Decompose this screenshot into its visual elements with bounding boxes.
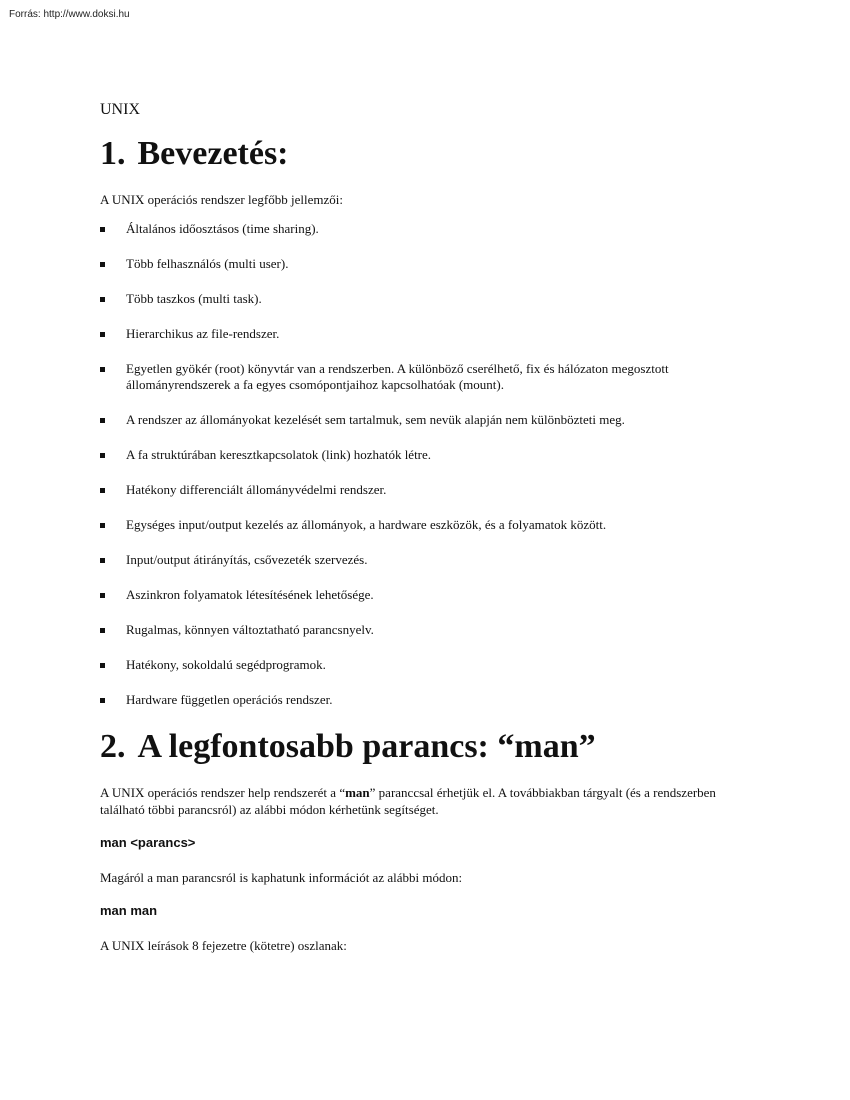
square-bullet-icon xyxy=(100,558,105,563)
square-bullet-icon xyxy=(100,628,105,633)
source-attribution: Forrás: http://www.doksi.hu xyxy=(9,9,130,20)
list-item: Aszinkron folyamatok létesítésének lehetősége. xyxy=(100,587,740,603)
list-item: Hatékony, sokoldalú segédprogramok. xyxy=(100,657,740,673)
square-bullet-icon xyxy=(100,453,105,458)
man-command-inline: man xyxy=(345,785,370,800)
feature-list xyxy=(100,221,740,708)
square-bullet-icon xyxy=(100,488,105,493)
list-item: Hardware független operációs rendszer. xyxy=(100,692,740,708)
command-example-man-parancs: man <parancs> xyxy=(100,835,196,850)
man-self-info-paragraph: Magáról a man parancsról is kaphatunk információt az alábbi módon: xyxy=(100,870,463,885)
square-bullet-icon xyxy=(100,418,105,423)
section-2-number: 2. xyxy=(100,728,126,765)
list-item: Általános időosztásos (time sharing). xyxy=(100,221,740,237)
square-bullet-icon xyxy=(100,297,105,302)
list-item: Több felhasználós (multi user). xyxy=(100,256,740,272)
square-bullet-icon xyxy=(100,262,105,267)
square-bullet-icon xyxy=(100,663,105,668)
square-bullet-icon xyxy=(100,332,105,337)
list-item: Egységes input/output kezelés az állományok, a hardware eszközök, és a folyamatok között. xyxy=(100,517,740,533)
list-item: Hierarchikus az file-rendszer. xyxy=(100,326,740,342)
list-item: Rugalmas, könnyen változtatható parancsnyelv. xyxy=(100,622,740,638)
document-title: UNIX xyxy=(100,101,140,118)
square-bullet-icon xyxy=(100,367,105,372)
square-bullet-icon xyxy=(100,593,105,598)
list-item: Hatékony differenciált állományvédelmi rendszer. xyxy=(100,482,740,498)
square-bullet-icon xyxy=(100,227,105,232)
list-item: A rendszer az állományokat kezelését sem tartalmuk, sem nevük alapján nem különbözteti meg. xyxy=(100,412,740,428)
section-1-number: 1. xyxy=(100,135,126,172)
list-item: Egyetlen gyökér (root) könyvtár van a rendszerben. A különböző cserélhető, fix és hálózaton megosztott állományrendszerek a fa egyes csomópontjaihoz kapcsolhatóak (mount). xyxy=(100,361,740,393)
list-item: A fa struktúrában keresztkapcsolatok (link) hozhatók létre. xyxy=(100,447,740,463)
man-description-paragraph: A UNIX operációs rendszer help rendszerét a “man” paranccsal érhetjük el. A továbbiakban tárgyalt (és a rendszerben található többi parancsról) az alábbi módon kérhetünk segítséget. xyxy=(100,785,716,817)
section-2-heading xyxy=(100,727,740,767)
list-item: Input/output átirányítás, csővezeték szervezés. xyxy=(100,552,740,568)
list-item: Több taszkos (multi task). xyxy=(100,291,740,307)
document-body xyxy=(100,100,740,970)
command-example-man-man: man man xyxy=(100,903,158,918)
section-1-heading xyxy=(100,134,740,174)
section-2-title: A legfontosabb parancs: “man” xyxy=(137,728,596,765)
chapters-paragraph: A UNIX leírások 8 fejezetre (kötetre) oszlanak: xyxy=(100,938,347,953)
section-1-intro: A UNIX operációs rendszer legfőbb jellemzői: xyxy=(100,192,343,207)
square-bullet-icon xyxy=(100,523,105,528)
section-1-title: Bevezetés: xyxy=(137,135,289,172)
square-bullet-icon xyxy=(100,698,105,703)
